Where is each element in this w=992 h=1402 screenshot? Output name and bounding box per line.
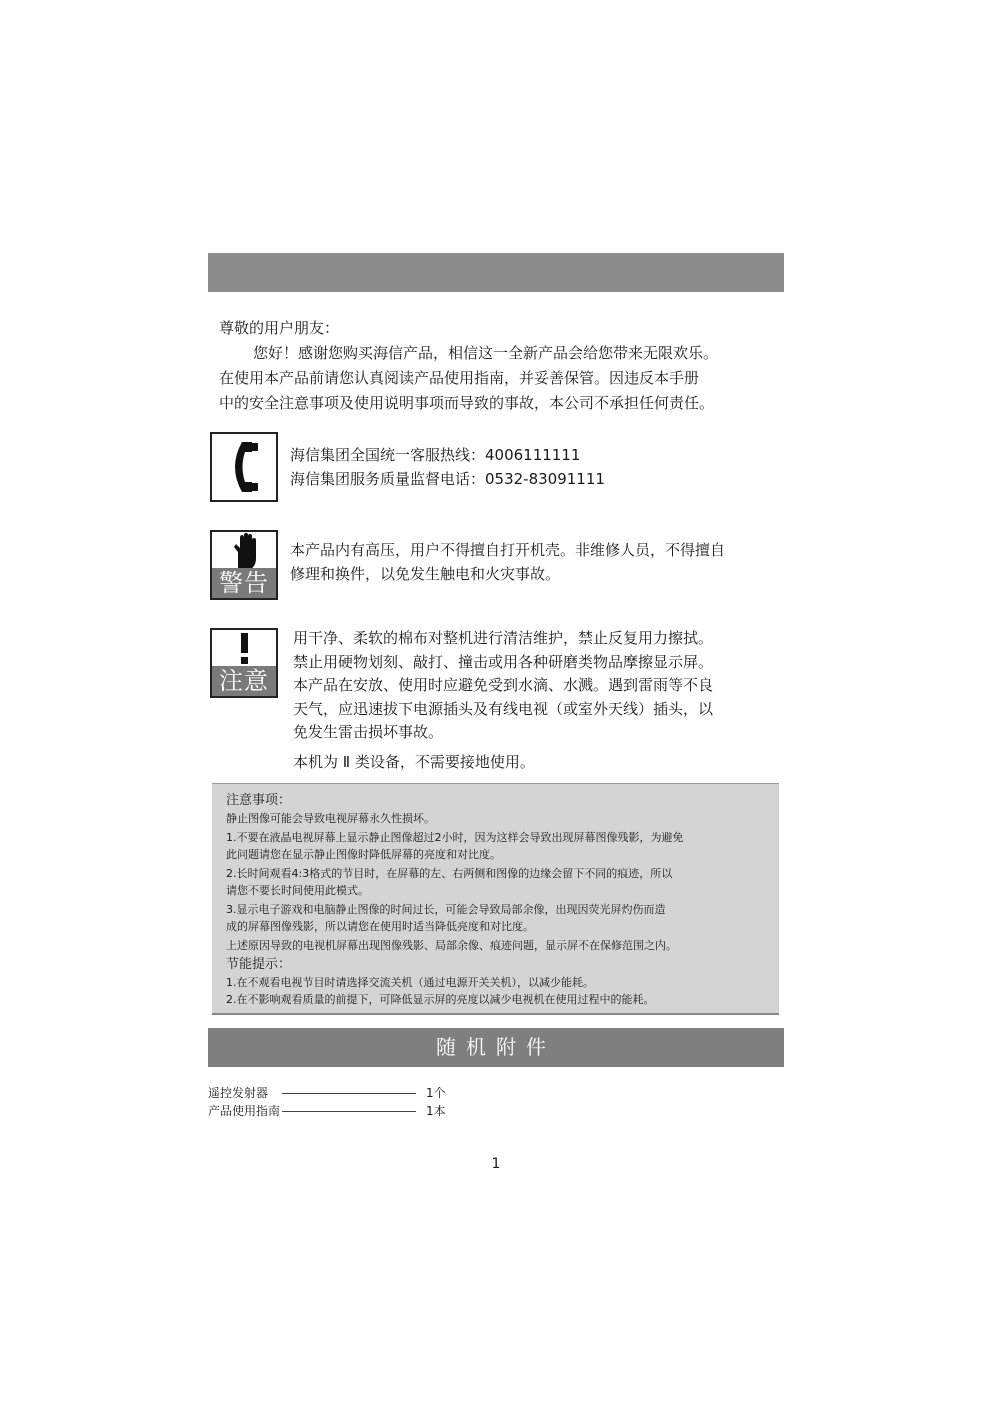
warning-line-2: 修理和换件，以免发生触电和火灾事故。 bbox=[290, 565, 561, 583]
accessory-qty: 1个 bbox=[426, 1086, 446, 1100]
phone-icon-box bbox=[210, 432, 278, 502]
energy-tip-1: 1.在不观看电视节目时请选择交流关机（通过电源开关关机），以减少能耗。 bbox=[226, 976, 594, 989]
notice-item-3a: 3.显示电子游戏和电脑静止图像的时间过长，可能会导致局部余像，出现因荧光屏灼伤而造 bbox=[226, 903, 666, 916]
notice-panel bbox=[212, 783, 779, 1015]
energy-tip-2: 2.在不影响观看质量的前提下，可降低显示屏的亮度以减少电视机在使用过程中的能耗。 bbox=[226, 993, 655, 1006]
accessory-qty: 1本 bbox=[426, 1104, 446, 1118]
list-item bbox=[208, 1102, 446, 1120]
leader-line bbox=[282, 1093, 416, 1094]
warning-text bbox=[290, 538, 725, 586]
service-hotline: 海信集团全国统一客服热线：4006111111 bbox=[290, 446, 581, 464]
page-number: 1 bbox=[491, 1156, 501, 1172]
intro-section bbox=[219, 316, 784, 416]
caution-line-1: 用干净、柔软的棉布对整机进行清洁维护，禁止反复用力擦拭。 bbox=[293, 629, 714, 647]
caution-text bbox=[293, 627, 713, 745]
greeting: 尊敬的用户朋友： bbox=[219, 319, 340, 337]
intro-line-1: 您好！感谢您购买海信产品，相信这一全新产品会给您带来无限欢乐。 bbox=[253, 344, 719, 362]
list-item bbox=[208, 1084, 446, 1102]
service-contacts bbox=[290, 443, 605, 491]
caution-line-3: 本产品在安放、使用时应避免受到水滴、水溅。遇到雷雨等不良 bbox=[293, 676, 714, 694]
exclamation-icon bbox=[212, 630, 276, 668]
caution-line-5: 免发生雷击损坏事故。 bbox=[293, 723, 444, 741]
intro-line-3: 中的安全注意事项及使用说明事项而导致的事故，本公司不承担任何责任。 bbox=[219, 394, 715, 412]
notice-item-1a: 1.不要在液晶电视屏幕上显示静止图像超过2小时，因为这样会导致出现屏幕图像残影，为避免 bbox=[226, 831, 684, 844]
notice-intro: 静止图像可能会导致电视屏幕永久性损坏。 bbox=[226, 812, 435, 825]
warning-line-1: 本产品内有高压，用户不得擅自打开机壳。非维修人员，不得擅自 bbox=[290, 541, 726, 559]
energy-title: 节能提示： bbox=[226, 957, 292, 972]
accessories-list bbox=[208, 1084, 446, 1120]
caution-label: 注意 bbox=[212, 666, 276, 696]
hand-stop-icon bbox=[212, 532, 276, 570]
service-supervision: 海信集团服务质量监督电话：0532-83091111 bbox=[290, 470, 605, 488]
notice-item-3b: 成的屏幕图像残影，所以请您在使用时适当降低亮度和对比度。 bbox=[226, 920, 534, 933]
notice-item-1b: 此问题请您在显示静止图像时降低屏幕的亮度和对比度。 bbox=[226, 848, 501, 861]
notice-item-2b: 请您不要长时间使用此模式。 bbox=[226, 884, 369, 897]
leader-line bbox=[282, 1111, 416, 1112]
phone-icon bbox=[212, 434, 276, 500]
header-bar bbox=[208, 253, 784, 292]
warning-label: 警告 bbox=[212, 568, 276, 598]
notice-item-2a: 2.长时间观看4:3格式的节目时，在屏幕的左、右两侧和图像的边缘会留下不同的痕迹，所以 bbox=[226, 867, 673, 880]
device-class-note: 本机为 Ⅱ 类设备，不需要接地使用。 bbox=[293, 753, 535, 771]
notice-summary: 上述原因导致的电视机屏幕出现图像残影、局部余像、痕迹问题，显示屏不在保修范围之内。 bbox=[226, 939, 677, 952]
caution-line-4: 天气，应迅速拔下电源插头及有线电视（或室外天线）插头，以 bbox=[293, 699, 714, 718]
caution-line-2: 禁止用硬物划刻、敲打、撞击或用各种研磨类物品摩擦显示屏。 bbox=[293, 652, 714, 671]
intro-line-2: 在使用本产品前请您认真阅读产品使用指南，并妥善保管。因违反本手册 bbox=[219, 369, 700, 387]
accessory-name: 产品使用指南 bbox=[208, 1104, 281, 1118]
caution-icon-box bbox=[210, 628, 278, 698]
accessories-title: 随机附件 bbox=[208, 1028, 784, 1067]
warning-icon-box bbox=[210, 530, 278, 600]
notice-title: 注意事项： bbox=[226, 793, 292, 808]
accessory-name: 遥控发射器 bbox=[208, 1086, 269, 1100]
